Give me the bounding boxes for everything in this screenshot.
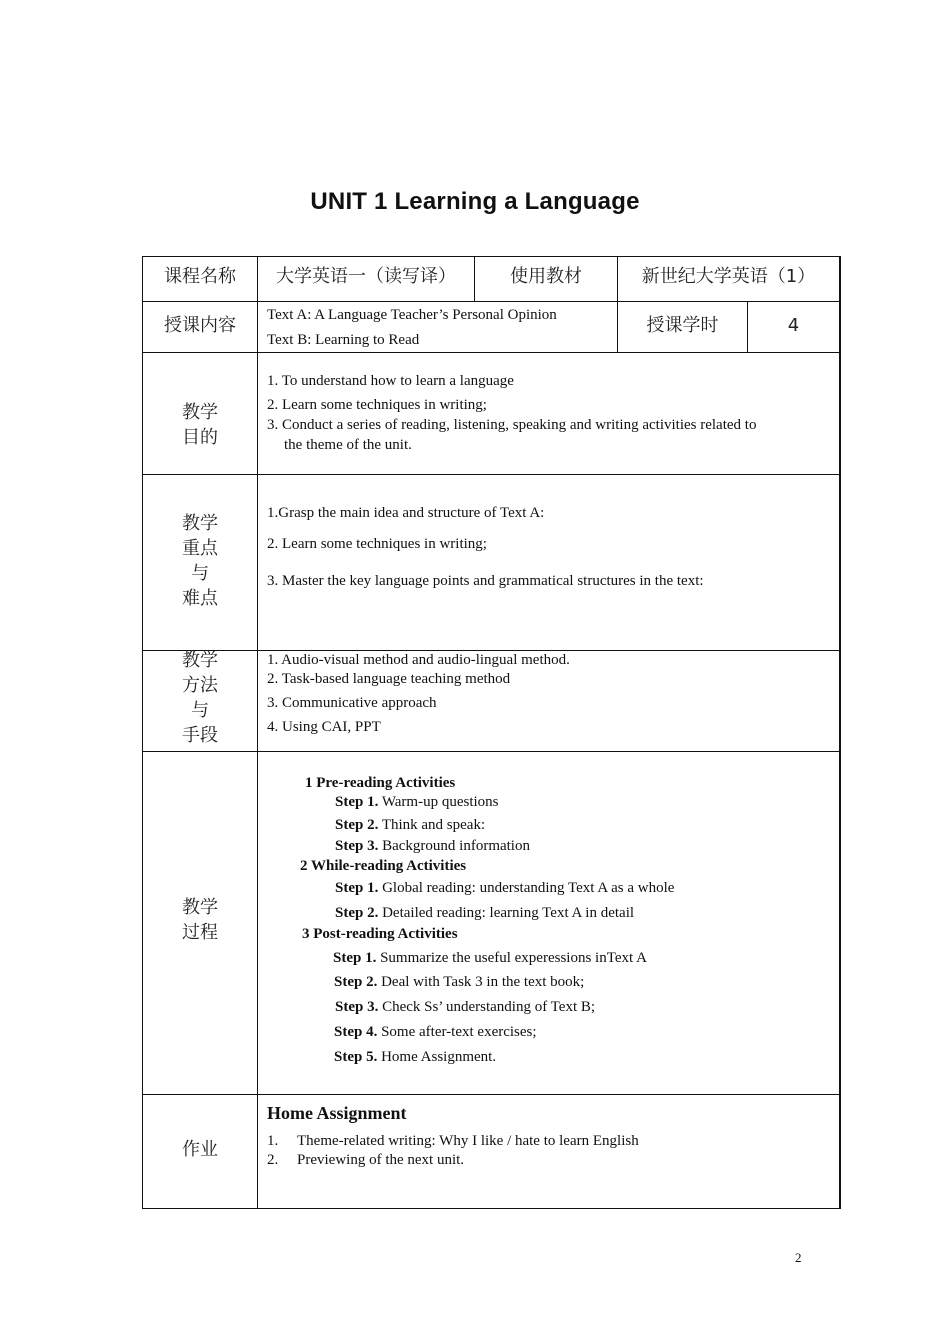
key-point-item: 1.Grasp the main idea and structure of Text A: — [267, 505, 545, 521]
objective-item: the theme of the unit. — [284, 437, 412, 453]
objectives-label — [143, 400, 257, 450]
table-line — [142, 1208, 841, 1209]
step-number: Step 2. — [334, 974, 378, 990]
label-line: 与 — [191, 700, 209, 721]
process-step — [334, 973, 584, 993]
step-number: Step 1. — [335, 794, 379, 810]
homework-item-number: 1. — [267, 1133, 279, 1149]
process-label — [143, 895, 257, 945]
document-title: UNIT 1 Learning a Language — [310, 188, 640, 215]
step-text: Warm-up questions — [378, 794, 499, 810]
table-line — [142, 751, 841, 752]
table-line — [142, 1094, 841, 1095]
teaching-content-line: Text A: A Language Teacher’s Personal Opinion — [267, 307, 557, 323]
textbook-value: 新世纪大学英语（1） — [641, 266, 816, 287]
key-points-label — [143, 511, 257, 611]
step-text: Check Ss’ understanding of Text B; — [378, 999, 596, 1015]
step-text: Detailed reading: learning Text A in detail — [378, 905, 635, 921]
key-point-item: 2. Learn some techniques in writing; — [267, 536, 487, 552]
process-step — [335, 816, 485, 836]
table-line — [257, 256, 258, 1209]
step-number: Step 3. — [335, 999, 379, 1015]
homework-item — [267, 1132, 639, 1152]
label-line: 教学 — [182, 513, 218, 534]
teaching-hours-value: 4 — [787, 315, 800, 336]
step-number: Step 3. — [335, 838, 379, 854]
method-item: 4. Using CAI, PPT — [267, 719, 381, 735]
process-step — [335, 793, 499, 813]
course-name-value: 大学英语一（读写译） — [276, 266, 456, 287]
label-line: 教学 — [182, 402, 218, 423]
step-text: Global reading: understanding Text A as a whole — [378, 880, 675, 896]
method-item: 1. Audio-visual method and audio-lingual method. — [267, 652, 570, 668]
page-number: 2 — [795, 1250, 802, 1265]
table-line — [142, 352, 841, 353]
homework-label — [143, 1137, 257, 1162]
step-text: Think and speak: — [378, 817, 486, 833]
label-line: 教学 — [182, 650, 218, 671]
label-line: 与 — [191, 563, 209, 584]
label-line: 难点 — [182, 588, 218, 609]
process-step — [335, 879, 674, 899]
teaching-content-label: 授课内容 — [164, 315, 236, 336]
homework-heading: Home Assignment — [267, 1103, 407, 1123]
process-step — [333, 949, 647, 969]
objective-item: 1. To understand how to learn a language — [267, 373, 514, 389]
methods-label — [143, 648, 257, 748]
process-step — [335, 904, 634, 924]
step-text: Summarize the useful experessions inText A — [376, 950, 647, 966]
label-line: 手段 — [182, 725, 218, 746]
method-item: 2. Task-based language teaching method — [267, 671, 511, 687]
process-step — [335, 998, 595, 1018]
course-name-label: 课程名称 — [164, 266, 236, 287]
step-number: Step 2. — [335, 905, 379, 921]
step-number: Step 4. — [334, 1024, 378, 1040]
step-text: Background information — [378, 838, 530, 854]
table-line — [142, 256, 841, 257]
process-section-heading: 1 Pre-reading Activities — [305, 775, 456, 791]
homework-item-text: Previewing of the next unit. — [297, 1152, 465, 1168]
process-step — [334, 1023, 537, 1043]
homework-item — [267, 1151, 464, 1171]
objective-item: 3. Conduct a series of reading, listening, speaking and writing activities related to — [267, 417, 757, 433]
step-text: Some after-text exercises; — [377, 1024, 537, 1040]
step-number: Step 1. — [333, 950, 377, 966]
objective-item: 2. Learn some techniques in writing; — [267, 397, 487, 413]
table-line — [142, 474, 841, 475]
step-number: Step 2. — [335, 817, 379, 833]
process-section-heading: 2 While-reading Activities — [300, 858, 467, 874]
label-line: 作业 — [182, 1139, 218, 1160]
table-line — [142, 301, 841, 302]
step-text: Home Assignment. — [377, 1049, 497, 1065]
step-number: Step 1. — [335, 880, 379, 896]
process-step — [334, 1048, 496, 1068]
teaching-content-line: Text B: Learning to Read — [267, 332, 420, 348]
step-text: Deal with Task 3 in the text book; — [377, 974, 585, 990]
process-step — [335, 837, 530, 857]
homework-item-text: Theme-related writing: Why I like / hate to learn English — [297, 1133, 639, 1149]
label-line: 过程 — [182, 922, 218, 943]
table-line — [839, 256, 841, 1209]
textbook-label: 使用教材 — [510, 266, 582, 287]
label-line: 重点 — [182, 538, 218, 559]
process-section-heading: 3 Post-reading Activities — [302, 926, 458, 942]
step-number: Step 5. — [334, 1049, 378, 1065]
label-line: 方法 — [182, 675, 218, 696]
label-line: 目的 — [182, 427, 218, 448]
homework-item-number: 2. — [267, 1152, 279, 1168]
key-point-item: 3. Master the key language points and grammatical structures in the text: — [267, 573, 704, 589]
teaching-hours-label: 授课学时 — [646, 315, 719, 336]
label-line: 教学 — [182, 897, 218, 918]
method-item: 3. Communicative approach — [267, 695, 437, 711]
